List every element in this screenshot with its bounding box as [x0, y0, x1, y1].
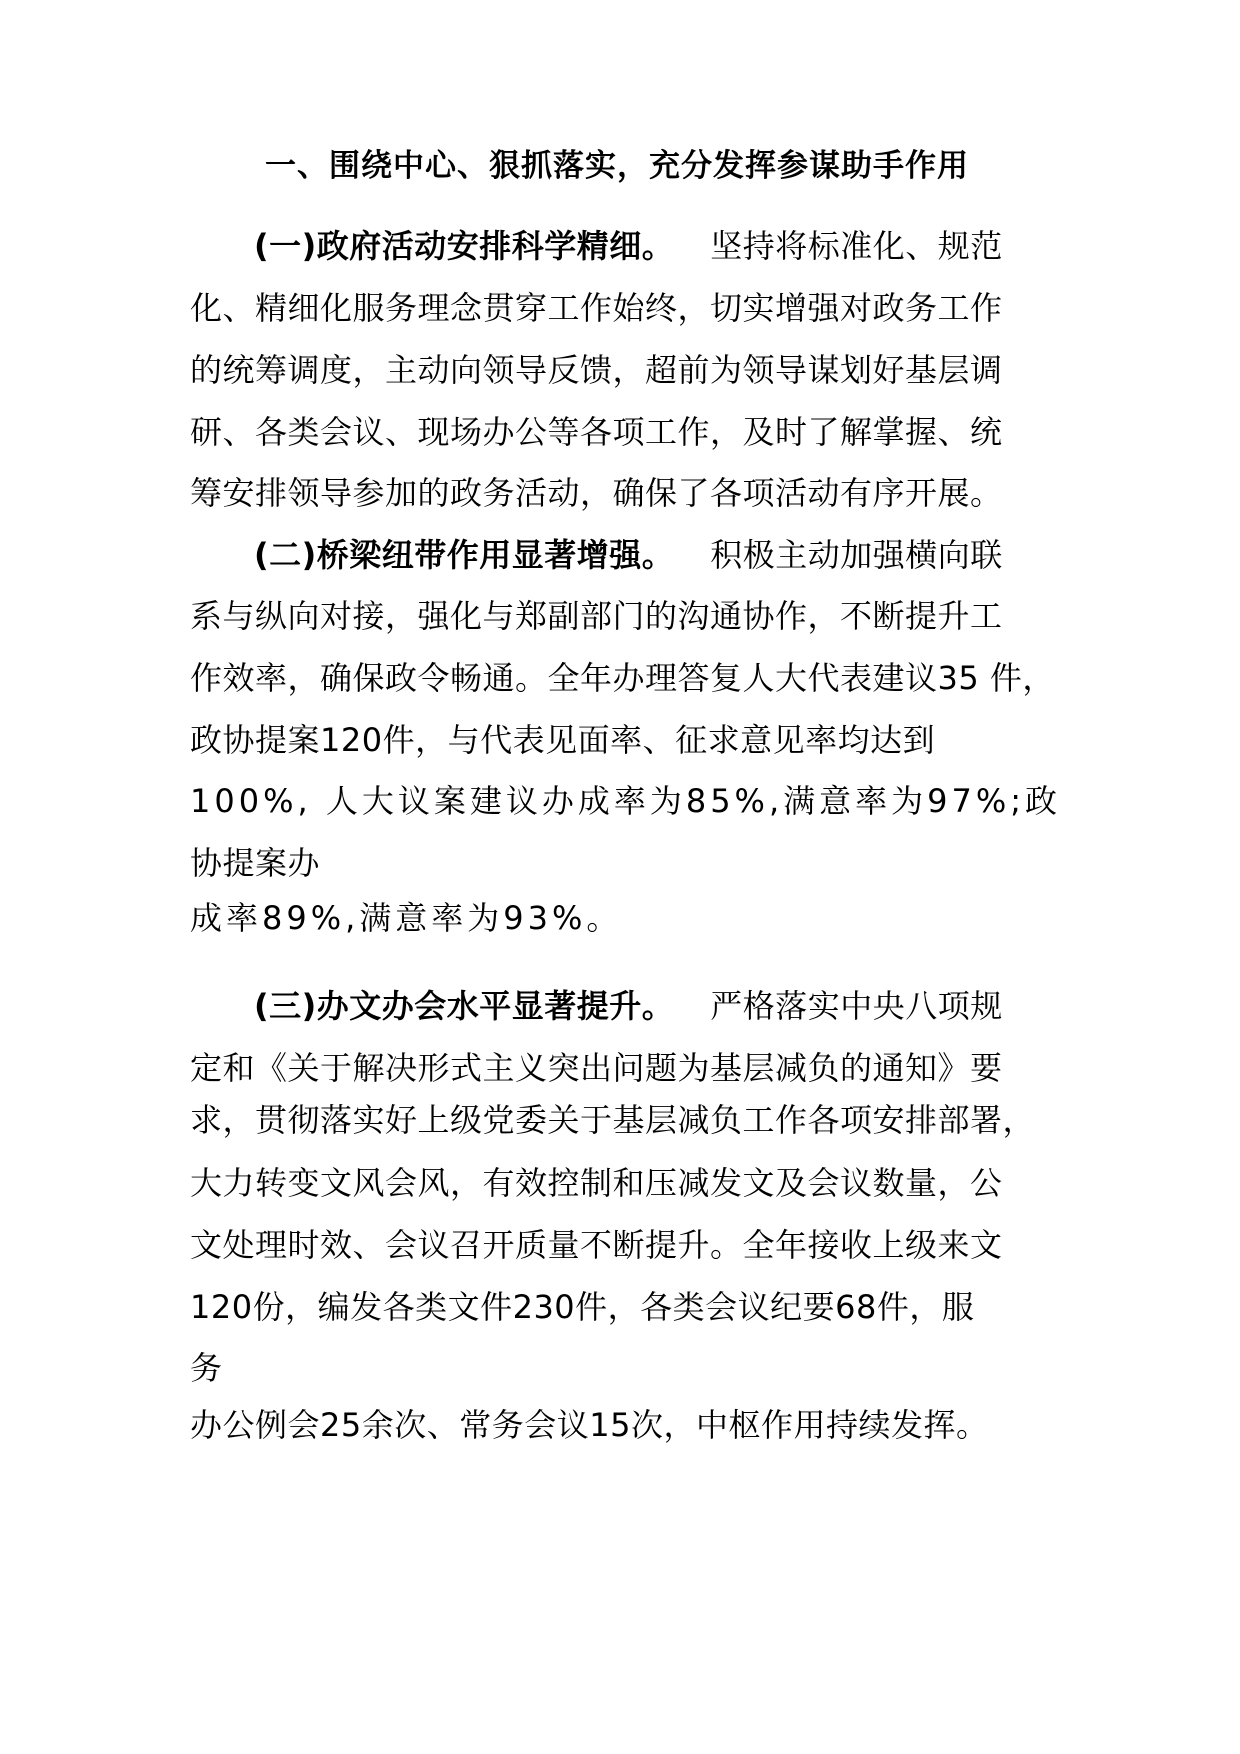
section1-line: 筹安排领导参加的政务活动，确保了各项活动有序开展。 [190, 474, 1003, 512]
section2-first-line [254, 535, 1003, 575]
section3-first-line [254, 986, 1003, 1026]
section3-line: 定和《关于解决形式主义突出问题为基层减负的通知》要 [190, 1049, 1003, 1087]
section2-lead: (二)桥梁纽带作用显著增强。 [254, 536, 675, 574]
section2-line: 系与纵向对接，强化与郑副部门的沟通协作，不断提升工 [190, 597, 1003, 635]
section2-line: 成率89%,满意率为93%。 [190, 899, 623, 937]
section2-line: 协提案办 [190, 844, 321, 882]
section3-line: 务 [190, 1349, 223, 1387]
section1-line: 的统筹调度，主动向领导反馈，超前为领导谋划好基层调 [190, 351, 1003, 389]
section2-line: 作效率，确保政令畅通。全年办理答复人大代表建议35 件， [190, 659, 1055, 697]
section3-line: 求，贯彻落实好上级党委关于基层减负工作各项安排部署， [190, 1101, 1036, 1139]
section3-line: 120份，编发各类文件230件，各类会议纪要68件，服 [190, 1288, 975, 1326]
section-heading: 一、围绕中心、狠抓落实，充分发挥参谋助手作用 [265, 148, 969, 184]
section1-lead: (一)政府活动安排科学精细。 [254, 227, 675, 265]
section3-line: 大力转变文风会风，有效控制和压减发文及会议数量，公 [190, 1164, 1003, 1202]
section1-line1-rest: 坚持将标准化、规范 [710, 227, 1003, 265]
section3-line: 文处理时效、会议召开质量不断提升。全年接收上级来文 [190, 1226, 1003, 1264]
section1-line: 化、精细化服务理念贯穿工作始终，切实增强对政务工作 [190, 289, 1003, 327]
section2-line1-rest: 积极主动加强横向联 [710, 536, 1003, 574]
section1-first-line [254, 226, 1003, 266]
section1-line: 研、各类会议、现场办公等各项工作，及时了解掌握、统 [190, 413, 1003, 451]
section3-lead: (三)办文办会水平显著提升。 [254, 987, 675, 1025]
section3-line1-rest: 严格落实中央八项规 [710, 987, 1003, 1025]
section2-line: 政协提案120件，与代表见面率、征求意见率均达到 [190, 721, 936, 759]
section3-line: 办公例会25余次、常务会议15次，中枢作用持续发挥。 [190, 1406, 989, 1444]
section2-line: 100%, 人大议案建议办成率为85%,满意率为97%;政 [190, 782, 1062, 820]
